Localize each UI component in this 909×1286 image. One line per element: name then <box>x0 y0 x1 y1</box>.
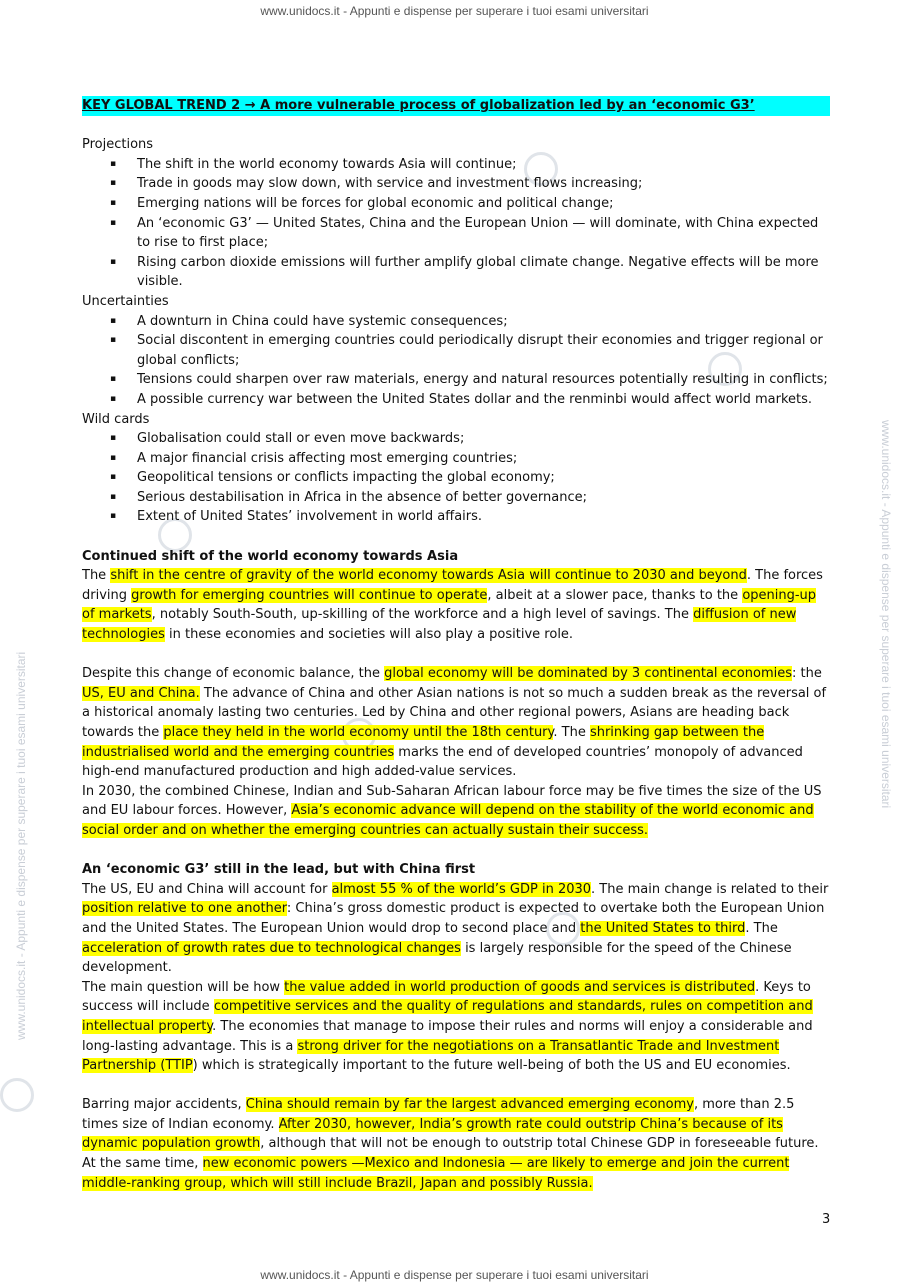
list-item: ▪ The shift in the world economy towards Asia will continue; <box>137 155 830 175</box>
highlighted-text: the United States to third <box>580 920 746 936</box>
highlighted-text: shrinking gap between the industrialised world and the emerging countries <box>82 725 765 760</box>
highlighted-text: place they held in the world economy until the 18th century <box>163 725 554 740</box>
text-run: . The <box>745 920 778 936</box>
text-run: The main question will be how <box>82 979 285 995</box>
highlighted-text: growth for emerging countries will continue to operate <box>131 587 488 603</box>
text-run: , more than 2.5 times size of Indian economy. <box>82 1097 795 1132</box>
paragraph <box>82 782 830 841</box>
paragraph <box>82 1095 830 1193</box>
list-item: ▪ Globalisation could stall or even move backwards; <box>137 429 830 449</box>
watermark-side-left: www.unidocs.it - Appunti e dispense per superare i tuoi esami universitari <box>14 651 28 1040</box>
highlighted-text: new economic powers —Mexico and Indonesia — are likely to emerge and join the current middle-ranking group, which will still include Brazil, Japan and possibly Russia. <box>82 1156 790 1191</box>
text-run: marks the end of developed countries’ monopoly of advanced high-end manufactured production and high added-value services. <box>82 744 803 780</box>
highlighted-text: opening-up of markets <box>82 587 817 623</box>
text-run: in these economies and societies will also play a positive role. <box>164 627 574 643</box>
highlighted-text: position relative to one another <box>82 901 287 917</box>
page-title: KEY GLOBAL TREND 2 → A more vulnerable process of globalization led by an ‘economic G3’ <box>82 96 830 116</box>
text-run: , albeit at a slower pace, thanks to the <box>487 587 743 603</box>
text-run: : China’s gross domestic product is expected to overtake both the European Union and the United States. The European Union would drop to second place and <box>82 901 825 936</box>
watermark-logo-icon <box>0 1078 34 1112</box>
wildcards-label: Wild cards <box>82 411 150 427</box>
projections-list <box>82 155 830 292</box>
text-run: . Keys to success will include <box>82 979 811 1015</box>
watermark-banner-bottom: www.unidocs.it - Appunti e dispense per superare i tuoi esami universitari <box>260 1268 649 1282</box>
list-item: ▪ A major financial crisis affecting most emerging countries; <box>137 449 830 469</box>
highlighted-text: the value added in world production of goods and services is distributed <box>284 979 756 995</box>
text-run: Despite this change of economic balance, the <box>82 666 385 682</box>
highlighted-text: shift in the centre of gravity of the world economy towards Asia will continue to 2030 and beyond <box>110 568 747 584</box>
document-body <box>82 96 830 1193</box>
text-run: The advance of China and other Asian nations is not so much a sudden break as the reversal of a historical anomaly lasting two centuries. Led by China and other regional powers, Asians are heading back towards the <box>82 685 827 740</box>
list-item: ▪ Emerging nations will be forces for global economic and political change; <box>137 194 830 214</box>
highlighted-text: strong driver for the negotiations on a Transatlantic Trade and Investment Partnership (TTIP <box>82 1038 780 1074</box>
highlighted-text: China should remain by far the largest advanced emerging economy <box>245 1097 694 1113</box>
list-item: ▪ Serious destabilisation in Africa in the absence of better governance; <box>137 488 830 508</box>
list-item: ▪ Tensions could sharpen over raw materials, energy and natural resources potentially resulting in conflicts; <box>137 370 830 390</box>
text-run: The <box>82 568 111 584</box>
text-run: . The main change is related to their <box>591 881 829 897</box>
text-run: Barring major accidents, <box>82 1097 246 1113</box>
highlighted-text: acceleration of growth rates due to technological changes <box>82 940 461 956</box>
text-run: is largely responsible for the speed of the Chinese development. <box>82 940 792 976</box>
list-item: ▪ Social discontent in emerging countries could periodically disrupt their economies and trigger regional or global conflicts; <box>137 331 830 370</box>
text-run: . The economies that manage to impose their rules and norms will enjoy a considerable and long-lasting advantage. This is a <box>82 1018 813 1054</box>
highlighted-text: US, EU and China. <box>82 685 200 701</box>
highlighted-text: diffusion of new technologies <box>82 607 797 643</box>
highlighted-text: almost 55 % of the world’s GDP in 2030 <box>331 881 592 897</box>
paragraph <box>82 978 830 1076</box>
list-item: ▪ Geopolitical tensions or conflicts impacting the global economy; <box>137 468 830 488</box>
section-heading-economic-g3: An ‘economic G3’ still in the lead, but with China first <box>82 862 476 878</box>
watermark-banner-top: www.unidocs.it - Appunti e dispense per superare i tuoi esami universitari <box>260 4 649 18</box>
text-run: , notably South-South, up-skilling of the workforce and a high level of savings. The <box>151 607 694 623</box>
paragraph <box>82 880 830 978</box>
section-heading-asia-shift: Continued shift of the world economy towards Asia <box>82 548 459 564</box>
highlighted-text: After 2030, however, India’s growth rate could outstrip China’s because of its dynamic population growth <box>82 1116 783 1152</box>
uncertainties-label: Uncertainties <box>82 293 169 309</box>
paragraph <box>82 566 830 644</box>
highlighted-text: Asia’s economic advance will depend on the stability of the world economic and social order and on whether the emerging countries can actually sustain their success. <box>82 803 814 838</box>
text-run: : the <box>792 666 822 682</box>
list-item: ▪ Rising carbon dioxide emissions will further amplify global climate change. Negative effects will be more visible. <box>137 253 830 292</box>
uncertainties-list <box>82 312 830 410</box>
list-item: ▪ Trade in goods may slow down, with service and investment flows increasing; <box>137 174 830 194</box>
page-number: 3 <box>822 1212 831 1227</box>
highlighted-text: competitive services and the quality of regulations and standards, rules on competition and intellectual property <box>82 999 813 1034</box>
highlighted-text: global economy will be dominated by 3 continental economies <box>384 666 792 682</box>
text-run: ) which is strategically important to the future well-being of both the US and EU economies. <box>192 1058 791 1074</box>
list-item: ▪ An ‘economic G3’ — United States, China and the European Union — will dominate, with China expected to rise to first place; <box>137 214 830 253</box>
projections-label: Projections <box>82 137 154 153</box>
list-item: ▪ A downturn in China could have systemic consequences; <box>137 312 830 332</box>
watermark-side-right: www.unidocs.it - Appunti e dispense per superare i tuoi esami universitari <box>879 420 893 809</box>
text-run: . The <box>553 725 590 740</box>
wildcards-list <box>82 429 830 527</box>
paragraph <box>82 664 830 782</box>
text-run: . The forces driving <box>82 568 823 603</box>
list-item: ▪ A possible currency war between the United States dollar and the renminbi would affect world markets. <box>137 390 830 410</box>
list-item: ▪ Extent of United States’ involvement in world affairs. <box>137 507 830 527</box>
text-run: , although that will not be enough to outstrip total Chinese GDP in foreseeable future. At the same time, <box>82 1136 819 1172</box>
text-run: The US, EU and China will account for <box>82 881 332 897</box>
text-run: In 2030, the combined Chinese, Indian and Sub-Saharan African labour force may be five times the size of the US and EU labour forces. However, <box>82 783 822 819</box>
